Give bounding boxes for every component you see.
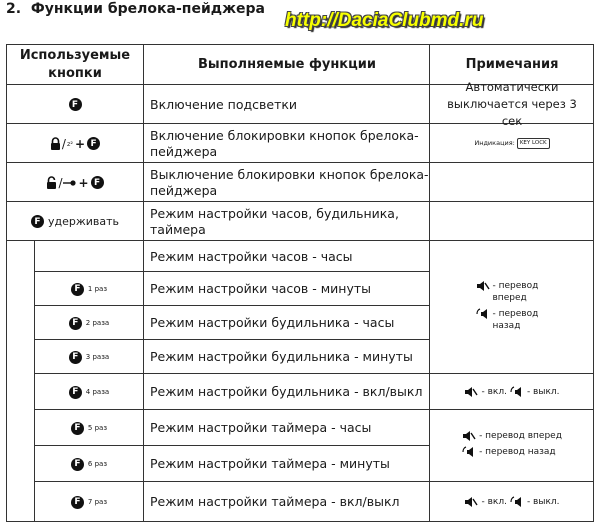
- header-functions: Выполняемые функции: [197, 56, 376, 72]
- section-heading: [6, 1, 265, 17]
- header-buttons: Используемые кнопки: [19, 47, 131, 81]
- fn-backlight: Включение подсветки: [150, 96, 298, 112]
- btn-lock-combo: / z² + F: [6, 124, 144, 163]
- f-button-icon: F: [87, 137, 100, 150]
- f-button-icon: F: [69, 317, 82, 330]
- f-button-icon: F: [69, 386, 82, 399]
- fn-timer-minutes: Режим настройки таймера - минуты: [150, 456, 390, 471]
- btn-f-3: F 3 раза: [34, 340, 144, 374]
- note-lock-indication: Индикация: KEY LOCK: [430, 124, 594, 163]
- f-button-icon: F: [71, 422, 84, 435]
- f-button-icon: F: [71, 496, 84, 509]
- btn-f-6: F 6 раз: [34, 446, 144, 482]
- fn-lock-on: Включение блокировки кнопок брелока-пейджера: [150, 127, 419, 159]
- note-timer-forward-back: - перевод вперед - перевод назад: [430, 410, 594, 482]
- btn-f-2: F 2 раза: [34, 306, 144, 340]
- fn-alarm-toggle: Режим настройки будильника - вкл/выкл: [150, 384, 423, 399]
- lock-open-icon: [46, 176, 57, 189]
- speaker-sound-icon: [476, 308, 490, 320]
- f-button-icon: F: [69, 351, 82, 364]
- f-button-icon: F: [69, 98, 82, 111]
- fn-alarm-hours: Режим настройки будильника - часы: [150, 315, 395, 330]
- section-number: 2.: [6, 1, 22, 17]
- key-icon: [63, 179, 76, 187]
- fn-alarm-minutes: Режим настройки будильника - минуты: [150, 349, 413, 364]
- fn-lock-off: Выключение блокировки кнопок брелока-пейджера: [150, 166, 429, 198]
- f-button-icon: F: [31, 215, 44, 228]
- website-watermark: http://DaciaClubmd.ru: [285, 10, 484, 31]
- hold-label: удерживать: [47, 215, 120, 228]
- fn-settings: Режим настройки часов, будильника, таймера: [150, 205, 399, 237]
- speaker-sound-icon: [462, 446, 476, 458]
- functions-table: [6, 44, 594, 522]
- f-button-icon: F: [71, 283, 84, 296]
- note-forward-text: - перевод вперед: [492, 280, 539, 303]
- f-button-icon: F: [91, 176, 104, 189]
- btn-f-1: F 1 раз: [34, 272, 144, 306]
- f-button-icon: F: [71, 458, 84, 471]
- speaker-mute-icon: [476, 280, 490, 292]
- btn-f-hold: [6, 202, 144, 241]
- speaker-sound-icon: [510, 496, 524, 508]
- header-notes: Примечания: [465, 56, 559, 72]
- section-title: Функции брелока-пейджера: [30, 1, 265, 17]
- note-alarm-toggle: - вкл. - выкл.: [430, 374, 594, 410]
- fn-timer-hours: Режим настройки таймера - часы: [150, 420, 372, 435]
- btn-f: [6, 85, 144, 124]
- sleep-z-label: z²: [66, 139, 73, 148]
- btn-f-5: F 5 раз: [34, 410, 144, 446]
- speaker-mute-icon: [464, 386, 478, 398]
- btn-f-7: F 7 раз: [34, 482, 144, 522]
- fn-clock-minutes: Режим настройки часов - минуты: [150, 281, 372, 296]
- lock-closed-icon: [50, 137, 61, 150]
- btn-unlock-combo: / + F: [6, 163, 144, 202]
- note-forward-back: [430, 241, 594, 374]
- note-timer-toggle: - вкл. - выкл.: [430, 482, 594, 522]
- note-back-text: - перевод назад: [492, 308, 539, 331]
- btn-f-4: F 4 раза: [34, 374, 144, 410]
- fn-clock-hours: Режим настройки часов - часы: [150, 248, 353, 264]
- fn-timer-toggle: Режим настройки таймера - вкл/выкл: [150, 494, 400, 509]
- speaker-mute-icon: [462, 430, 476, 442]
- key-lock-badge: KEY LOCK: [517, 138, 550, 149]
- note-backlight: Автоматически выключается через 3 сек: [447, 80, 577, 128]
- speaker-mute-icon: [464, 496, 478, 508]
- speaker-sound-icon: [510, 386, 524, 398]
